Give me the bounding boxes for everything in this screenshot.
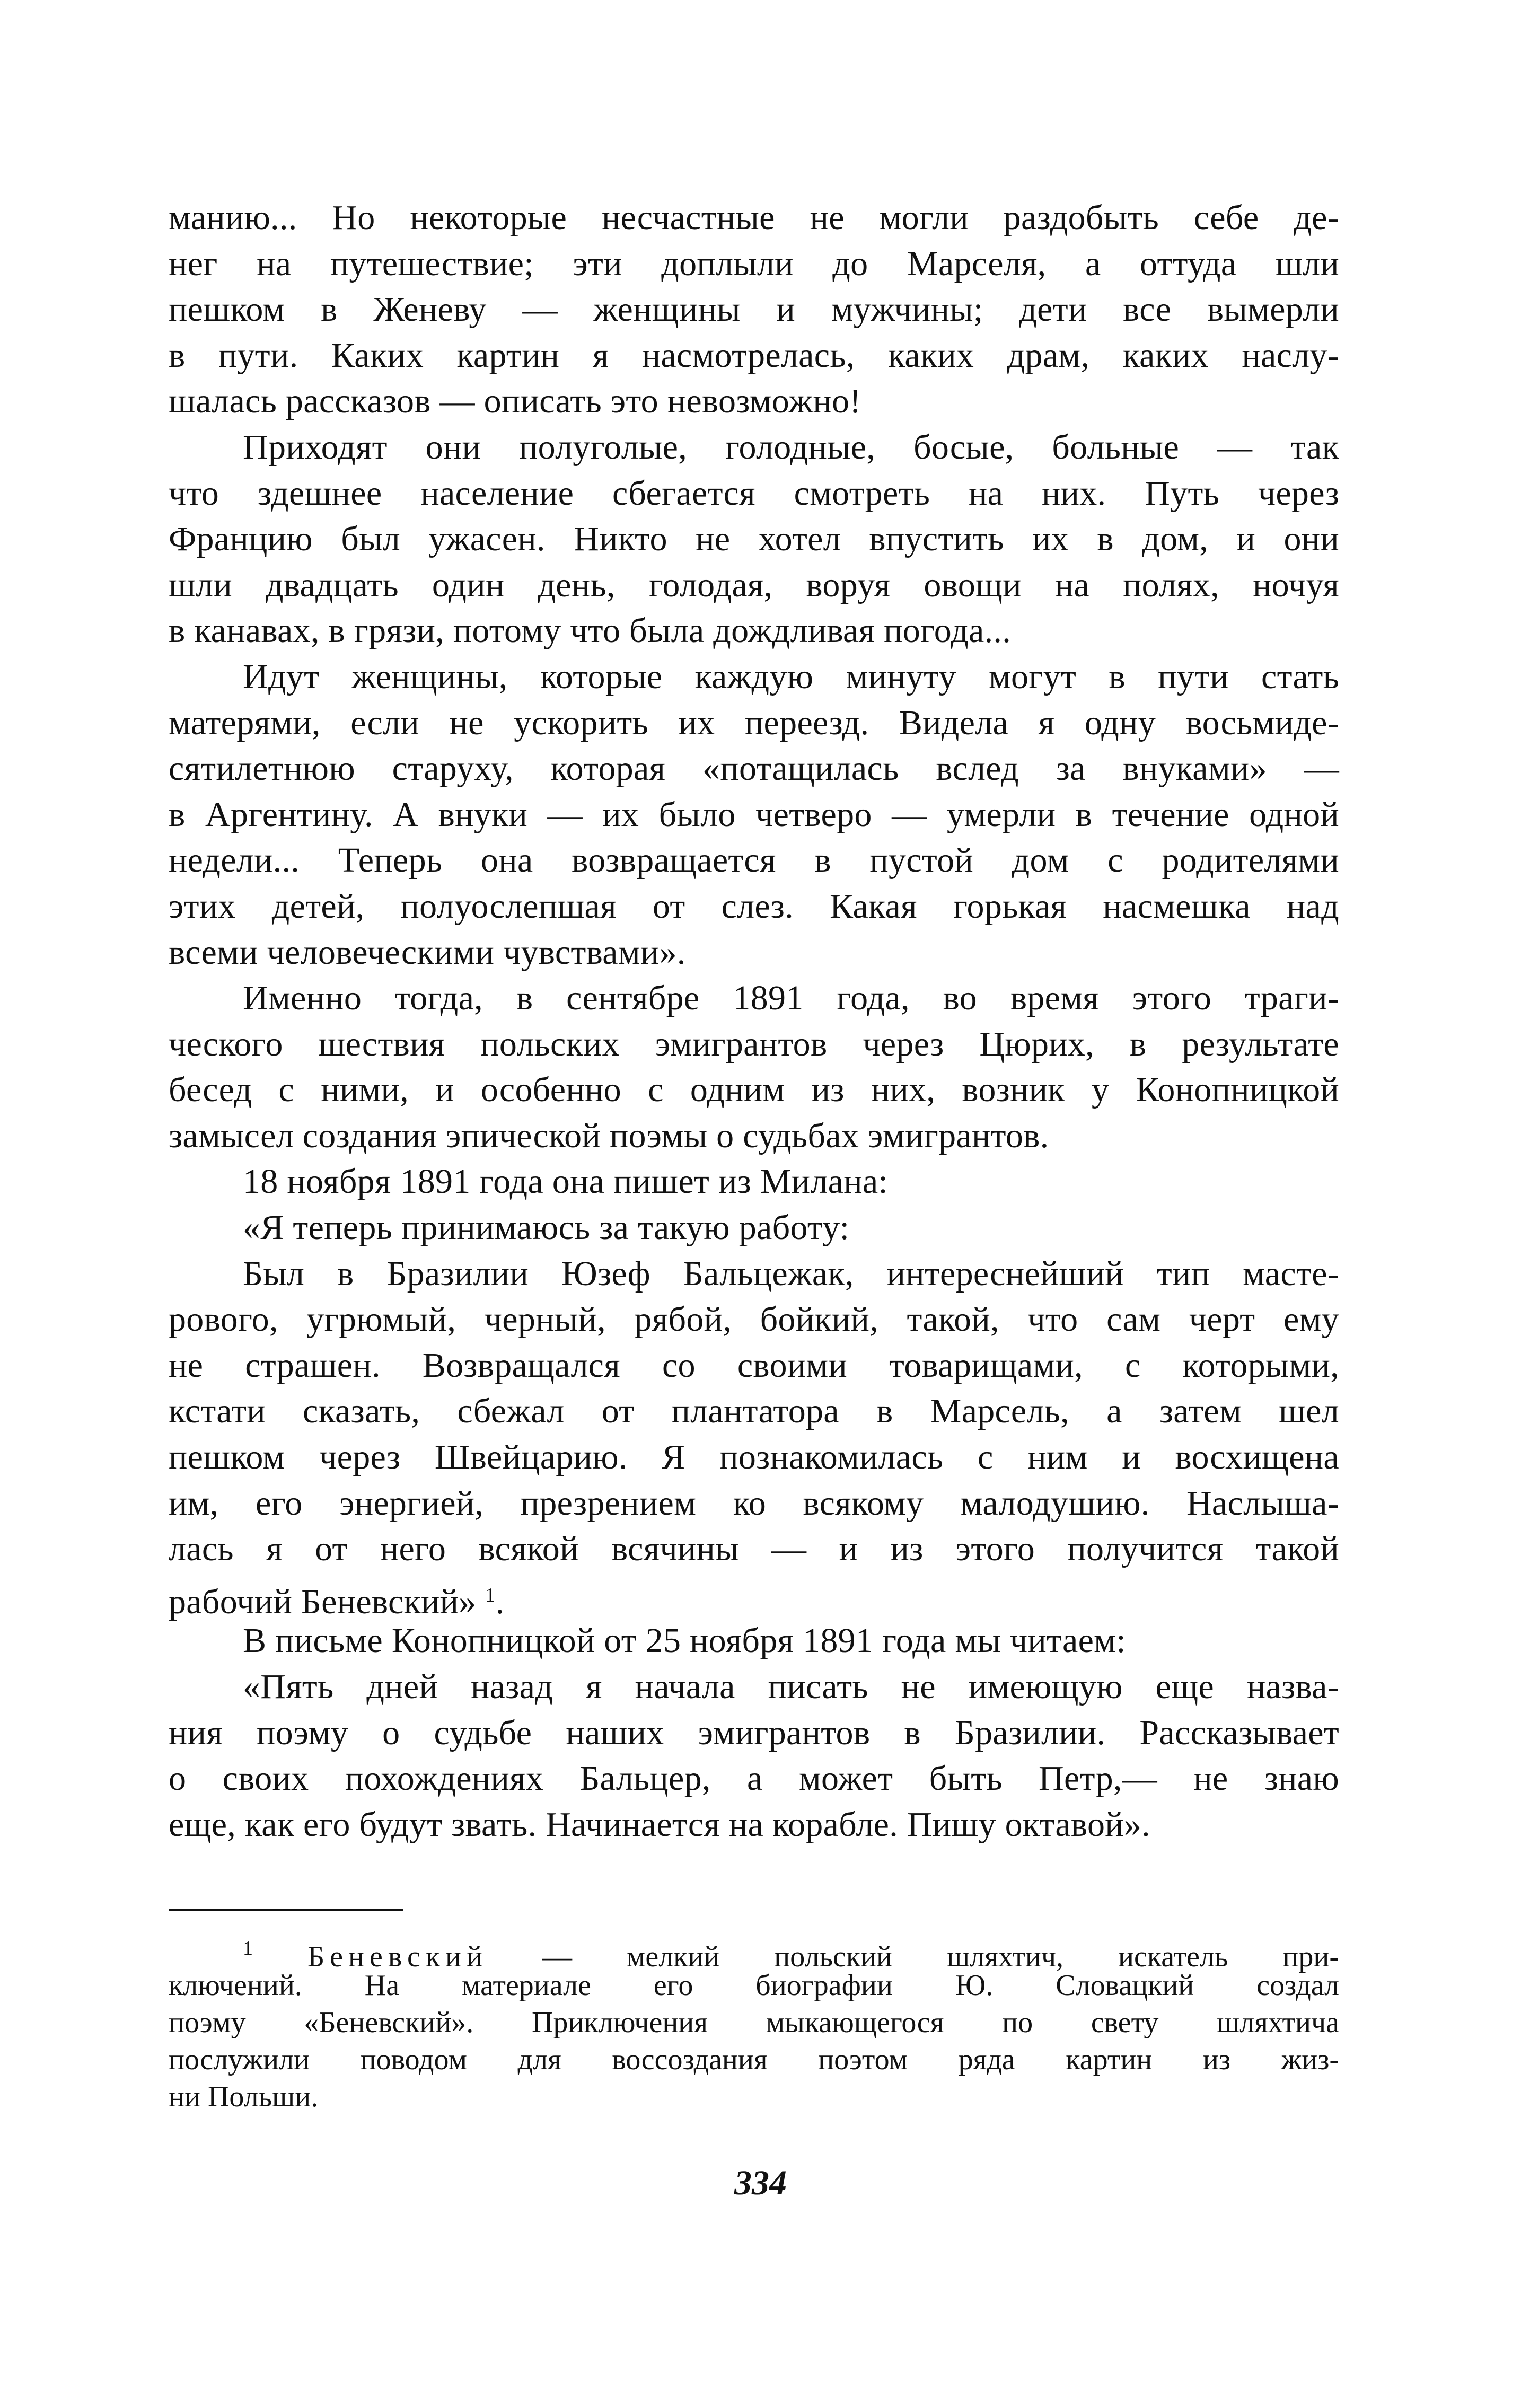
footnotes: [169, 1930, 1339, 2115]
text-line-content: ческого шествия польских эмигрантов через Цюрих, в результате: [169, 1024, 1339, 1064]
text-line: [169, 333, 1339, 379]
text-line-content: бесед с ними, и особенно с одним из них, возник у Конопницкой: [169, 1070, 1339, 1110]
footnote-divider: [169, 1909, 403, 1911]
text-line: [169, 1802, 1339, 1848]
footnote-line: ключений. На материале его биографии Ю. Словацкий создал: [169, 1969, 1339, 2002]
text-line-suffix: .: [495, 1582, 505, 1621]
text-line-content: лась я от него всякой всячины — и из этого получится такой: [169, 1530, 1339, 1569]
text-line-content: матерями, если не ускорить их переезд. Видела я одну восьмиде-: [169, 703, 1339, 742]
text-line: [169, 1435, 1339, 1481]
text-line: [169, 425, 1339, 471]
text-line-content: «Я теперь принимаюсь за такую работу:: [243, 1208, 850, 1247]
text-line: [169, 516, 1339, 563]
text-line-content: сятилетнюю старуху, которая «потащилась вслед за внуками» —: [169, 749, 1339, 788]
text-line: [169, 1022, 1339, 1068]
text-line-content: рового, угрюмый, черный, рябой, бойкий, такой, что сам черт ему: [169, 1300, 1339, 1339]
text-line: [169, 654, 1339, 700]
text-line-content: шли двадцать один день, голодая, воруя овощи на полях, ночуя: [169, 565, 1339, 604]
footnote-line: ни Польши.: [169, 2080, 319, 2113]
text-line-content: недели... Теперь она возвращается в пустой дом с родителями: [169, 841, 1339, 880]
text-line-content: манию... Но некоторые несчастные не могли раздобыть себе де-: [169, 198, 1339, 237]
text-line: [169, 241, 1339, 287]
text-line-content: Приходят они полуголые, голодные, босые, больные — так: [243, 427, 1339, 467]
text-line-content: Францию был ужасен. Никто не хотел впустить их в дом, и они: [169, 520, 1339, 559]
text-line-content: еще, как его будут звать. Начинается на корабле. Пишу октавой».: [169, 1805, 1150, 1844]
text-line-content: 18 ноября 1891 года она пишет из Милана:: [243, 1162, 889, 1201]
text-line: [169, 1067, 1339, 1113]
text-line: [169, 1205, 1339, 1251]
text-line-content: В письме Конопницкой от 25 ноября 1891 года мы читаем:: [243, 1621, 1126, 1660]
text-line: [169, 379, 1339, 425]
text-line-content: в пути. Каких картин я насмотрелась, каких драм, каких наслу-: [169, 336, 1339, 375]
text-line: [169, 287, 1339, 333]
footnote-line: послужили поводом для воссоздания поэтом ряда картин из жиз-: [169, 2043, 1339, 2076]
main-text: [169, 195, 1339, 1848]
footnote-marker: 1: [243, 1937, 253, 1959]
text-line-content: всеми человеческими чувствами».: [169, 933, 686, 972]
text-line-content: шалась рассказов — описать это невозможно!: [169, 382, 861, 421]
text-line: [169, 700, 1339, 746]
text-line-content: этих детей, полуослепшая от слез. Какая горькая насмешка над: [169, 886, 1339, 926]
footnote-text: — мелкий польский шляхтич, искатель при-: [487, 1940, 1340, 1973]
text-line-content: нег на путешествие; эти доплыли до Марселя, а оттуда шли: [169, 244, 1339, 283]
page-number: 334: [734, 2164, 787, 2202]
text-line-content: пешком через Швейцарию. Я познакомилась с ним и восхищена: [169, 1438, 1339, 1477]
text-line: [169, 1481, 1339, 1527]
footnote-line: [169, 1930, 1340, 1973]
text-line: [169, 1664, 1339, 1710]
text-line-content: рабочий Беневский»: [169, 1582, 486, 1621]
text-line-content: пешком в Женеву — женщины и мужчины; дети все вымерли: [169, 290, 1339, 329]
text-line: [169, 884, 1339, 930]
text-line-content: о своих похождениях Бальцер, а может быть Петр,— не знаю: [169, 1759, 1339, 1798]
text-line: [169, 1526, 1339, 1572]
text-line: [169, 930, 1339, 976]
text-line-content: Именно тогда, в сентябре 1891 года, во время этого траги-: [243, 979, 1339, 1018]
text-line-content: замысел создания эпической поэмы о судьбах эмигрантов.: [169, 1116, 1049, 1155]
footnote-line: поэму «Беневский». Приключения мыкающегося по свету шляхтича: [169, 2006, 1339, 2039]
text-line-content: «Пять дней назад я начала писать не имеющую еще назва-: [243, 1667, 1339, 1706]
text-line: [169, 838, 1339, 884]
text-line-content: Идут женщины, которые каждую минуту могут в пути стать: [243, 657, 1339, 696]
text-line: [169, 471, 1339, 517]
text-line-content: им, его энергией, презрением ко всякому малодушию. Наслыша-: [169, 1483, 1339, 1523]
text-line-content: не страшен. Возвращался со своими товарищами, с которыми,: [169, 1346, 1339, 1385]
text-line: [169, 1251, 1339, 1297]
text-line: [169, 1297, 1339, 1343]
text-line: [169, 1618, 1339, 1664]
text-line: [169, 1710, 1339, 1756]
text-line: [169, 1388, 1339, 1435]
footnote-reference: 1: [485, 1584, 496, 1606]
text-line-content: что здешнее население сбегается смотреть на них. Путь через: [169, 473, 1339, 513]
text-line-content: ния поэму о судьбе наших эмигрантов в Бразилии. Рассказывает: [169, 1713, 1339, 1752]
text-line-content: кстати сказать, сбежал от плантатора в Марсель, а затем шел: [169, 1392, 1339, 1431]
text-line: [169, 608, 1339, 654]
text-line: [169, 1159, 1339, 1205]
text-line: [169, 1113, 1339, 1159]
text-line: [169, 975, 1339, 1022]
text-line-content: в канавах, в грязи, потому что была дождливая погода...: [169, 611, 1011, 651]
text-line: [169, 1572, 1339, 1619]
text-line: [169, 1756, 1339, 1802]
text-line: [169, 1343, 1339, 1389]
footnote-term: Беневский: [307, 1940, 488, 1973]
text-line: [169, 746, 1339, 792]
text-line: [169, 195, 1339, 241]
text-line: [169, 792, 1339, 838]
text-line: [169, 563, 1339, 609]
text-line-content: в Аргентину. А внуки — их было четверо — умерли в течение одной: [169, 795, 1339, 834]
text-line-content: Был в Бразилии Юзеф Бальцежак, интереснейший тип масте-: [243, 1254, 1339, 1293]
